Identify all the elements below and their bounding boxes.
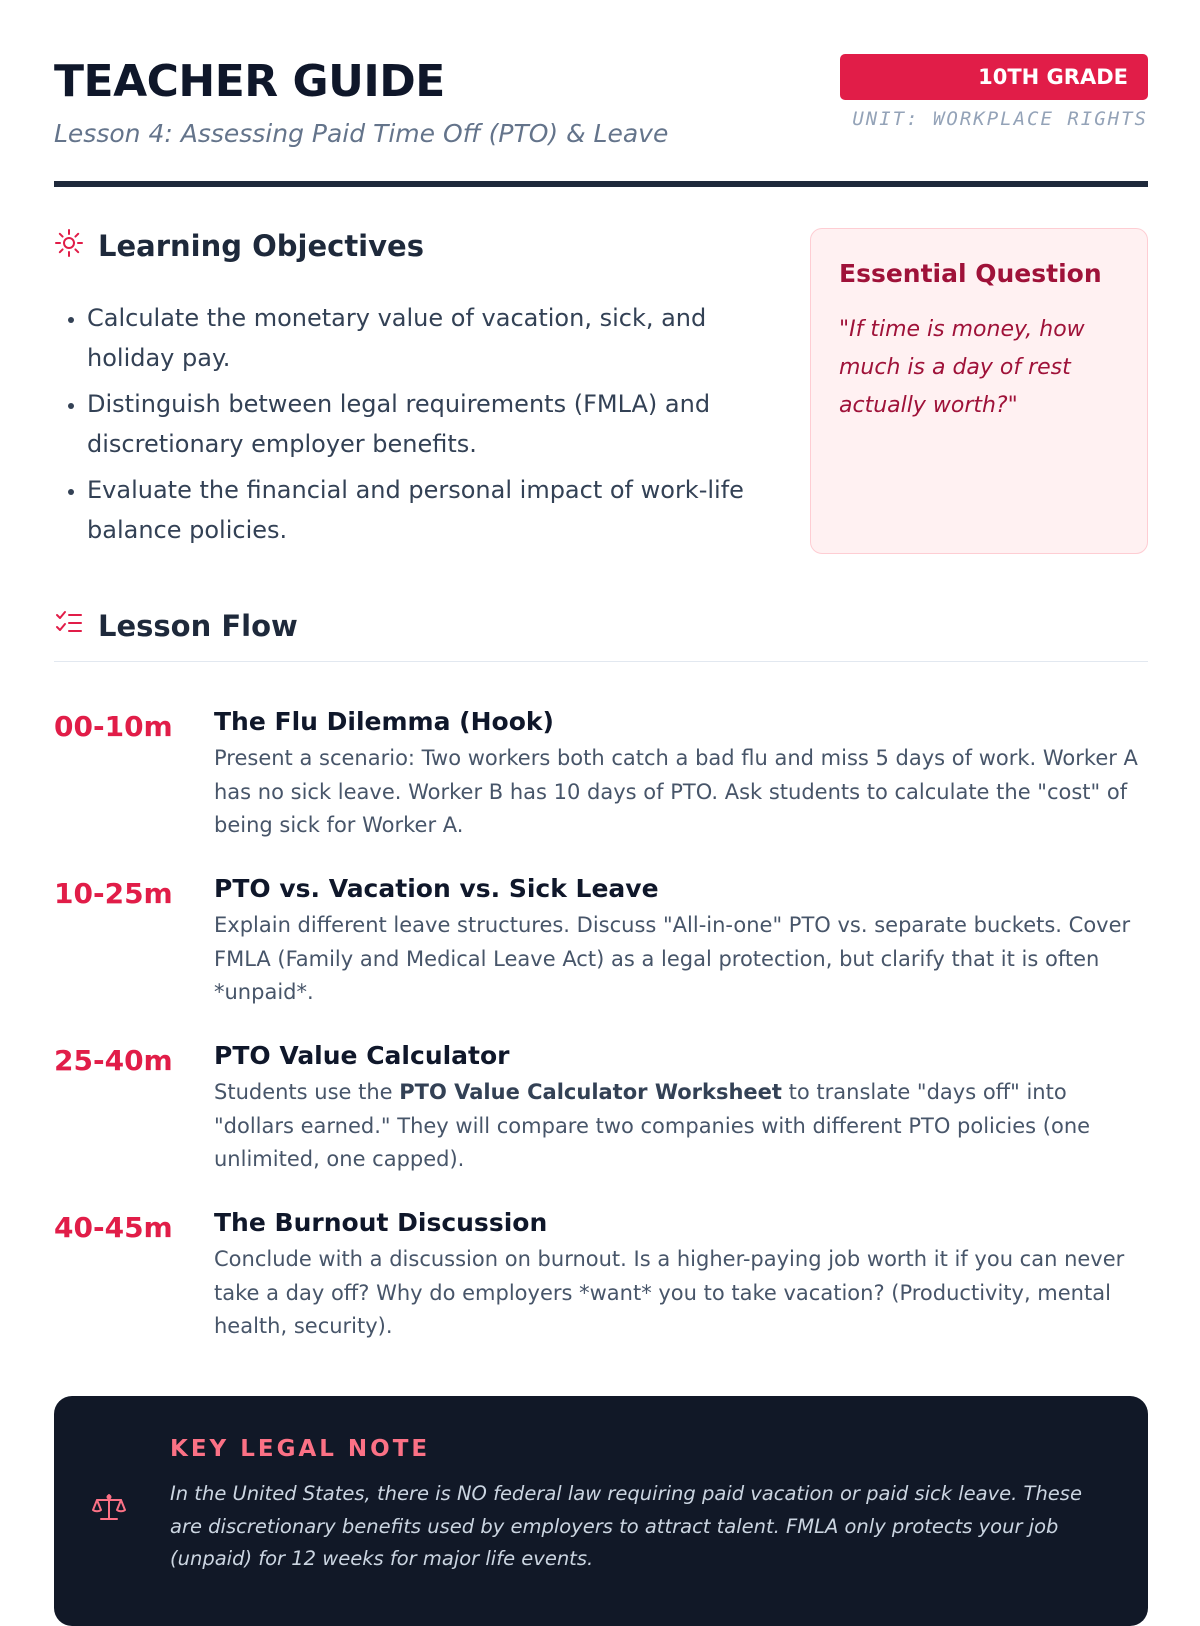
step-description-text: Students use the bbox=[214, 1080, 400, 1104]
unit-label: UNIT: WORKPLACE RIGHTS bbox=[852, 108, 1148, 130]
objective-item: • Calculate the monetary value of vacation, sick, and holiday pay. bbox=[87, 298, 787, 378]
objectives-title: Learning Objectives bbox=[98, 228, 424, 263]
worksheet-name: PTO Value Calculator Worksheet bbox=[399, 1080, 782, 1104]
step-title: The Flu Dilemma (Hook) bbox=[214, 707, 554, 736]
objectives-heading bbox=[54, 228, 424, 263]
objectives-list bbox=[54, 298, 787, 556]
objective-item: • Evaluate the financial and personal impact of work-life balance policies. bbox=[87, 470, 787, 550]
legal-note-title: KEY LEGAL NOTE bbox=[170, 1436, 431, 1462]
step-time: 25-40m bbox=[54, 1044, 173, 1077]
step-description: Explain different leave structures. Discuss "All-in-one" PTO vs. separate buckets. Cover FMLA (Family and Medical Leave Act) as a legal protection, but clarify that it is often *unpaid*. bbox=[214, 913, 1131, 1004]
step-title: PTO vs. Vacation vs. Sick Leave bbox=[214, 874, 659, 903]
step-description-text: to translate "days off" into "dollars earned." They will compare two companies with different PTO policies (one unlimited, one capped). bbox=[214, 1080, 1091, 1171]
header bbox=[54, 52, 1148, 188]
step-time: 40-45m bbox=[54, 1211, 173, 1244]
step-description bbox=[214, 1076, 1148, 1177]
page-title: TEACHER GUIDE bbox=[54, 56, 445, 107]
lesson-subtitle: Lesson 4: Assessing Paid Time Off (PTO) & Leave bbox=[54, 119, 669, 148]
essential-question-card bbox=[810, 228, 1148, 554]
step-description: Present a scenario: Two workers both catch a bad flu and miss 5 days of work. Worker A has no sick leave. Worker B has 10 days of PTO. Ask students to calculate the "cost" of being sick for Worker A. bbox=[214, 746, 1138, 837]
checklist-icon bbox=[54, 608, 84, 643]
step-title: The Burnout Discussion bbox=[214, 1208, 548, 1237]
step-title: PTO Value Calculator bbox=[214, 1041, 510, 1070]
grade-badge: 10TH GRADE bbox=[840, 54, 1148, 100]
legal-note-card bbox=[54, 1396, 1148, 1626]
sun-icon bbox=[54, 228, 84, 263]
objective-item: • Distinguish between legal requirements (FMLA) and discretionary employer benefits. bbox=[87, 384, 787, 464]
essential-question-quote: "If time is money, how much is a day of rest actually worth?" bbox=[839, 317, 1085, 418]
step-time: 10-25m bbox=[54, 877, 173, 910]
lesson-flow-heading bbox=[54, 608, 298, 643]
essential-question-title: Essential Question bbox=[839, 259, 1102, 288]
step-description: Conclude with a discussion on burnout. Is a higher-paying job worth it if you can never take a day off? Why do employers *want* you to take vacation? (Productivity, mental health, security). bbox=[214, 1247, 1125, 1338]
legal-note-text: In the United States, there is NO federal law requiring paid vacation or paid sick leave. These are discretionary benefits used by employers to attract talent. FMLA only protects your job (unpaid) for 12 weeks for major life events. bbox=[170, 1482, 1082, 1570]
step-time: 00-10m bbox=[54, 710, 173, 743]
lesson-flow-divider bbox=[54, 661, 1148, 662]
lesson-flow-title: Lesson Flow bbox=[98, 608, 298, 643]
header-divider bbox=[54, 181, 1148, 187]
scale-icon bbox=[92, 1491, 126, 1530]
